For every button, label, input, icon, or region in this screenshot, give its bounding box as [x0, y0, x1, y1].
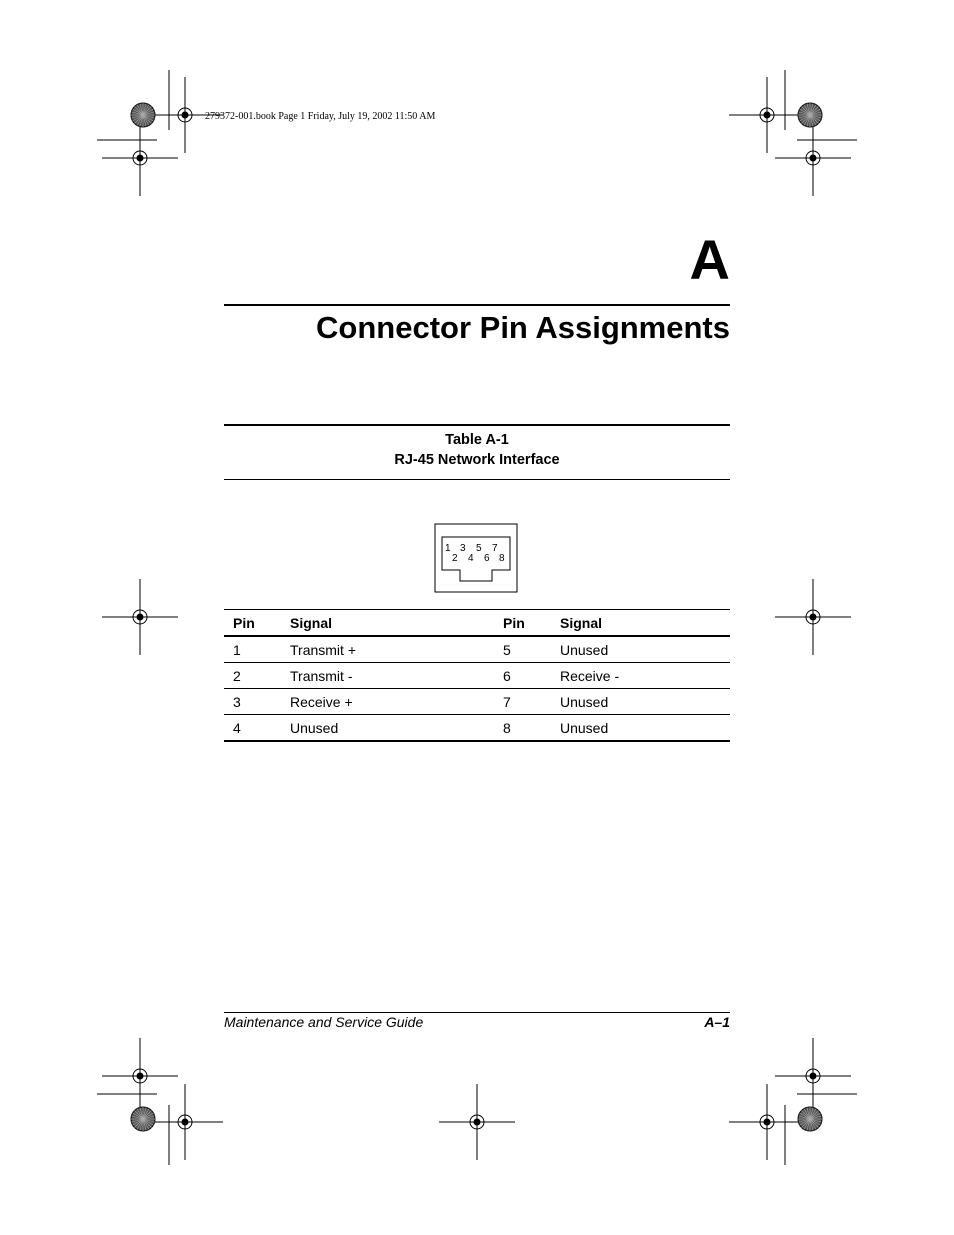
header-slug: 279372-001.book Page 1 Friday, July 19, 2002 11:50 AM [205, 111, 436, 122]
jack-pin-3: 3 [460, 543, 466, 554]
signal-cell: Unused [551, 715, 730, 742]
jack-pin-2: 2 [452, 553, 458, 564]
registration-mark-part [182, 112, 188, 118]
signal-cell: Receive - [551, 663, 730, 689]
jack-pin-8: 8 [499, 553, 505, 564]
table-caption-number: Table A-1 [445, 432, 509, 448]
signal-cell: Receive + [281, 689, 494, 715]
chapter-title: Connector Pin Assignments [316, 310, 730, 345]
table-caption-bottom-rule [224, 479, 730, 480]
registration-mark-part [137, 155, 143, 161]
header-pin-1: Pin [224, 610, 281, 637]
pin-cell: 3 [224, 689, 281, 715]
registration-mark-part [137, 1073, 143, 1079]
footer-rule [224, 1012, 730, 1013]
jack-pin-4: 4 [468, 553, 474, 564]
table-row [224, 715, 730, 742]
pin-cell: 1 [224, 636, 281, 663]
table-caption-title: RJ-45 Network Interface [394, 452, 560, 468]
signal-cell: Unused [551, 689, 730, 715]
footer-page-number: A–1 [704, 1014, 730, 1030]
pin-cell: 7 [494, 689, 551, 715]
table-caption-top-rule [224, 424, 730, 426]
registration-mark-part [764, 112, 770, 118]
pin-assignment-table [224, 609, 730, 742]
footer-guide-title: Maintenance and Service Guide [224, 1014, 424, 1030]
table-header-row [224, 610, 730, 637]
registration-mark-part [137, 614, 143, 620]
table-row [224, 663, 730, 689]
header-signal-2: Signal [551, 610, 730, 637]
jack-pin-6: 6 [484, 553, 490, 564]
registration-mark-part [764, 1119, 770, 1125]
signal-cell: Unused [281, 715, 494, 742]
registration-mark-part [810, 1073, 816, 1079]
signal-cell: Transmit - [281, 663, 494, 689]
registration-mark-part [182, 1119, 188, 1125]
signal-cell: Unused [551, 636, 730, 663]
registration-mark-part [810, 155, 816, 161]
registration-mark-part [474, 1119, 480, 1125]
pin-cell: 8 [494, 715, 551, 742]
pin-cell: 5 [494, 636, 551, 663]
jack-pin-7: 7 [492, 543, 498, 554]
header-signal-1: Signal [281, 610, 494, 637]
rj45-jack-diagram [434, 523, 518, 593]
pin-cell: 4 [224, 715, 281, 742]
jack-pin-5: 5 [476, 543, 482, 554]
jack-pin-1: 1 [445, 543, 451, 554]
header-pin-2: Pin [494, 610, 551, 637]
chapter-letter: A [689, 228, 730, 291]
chapter-rule [224, 304, 730, 306]
table-row [224, 636, 730, 663]
pin-cell: 6 [494, 663, 551, 689]
pin-cell: 2 [224, 663, 281, 689]
registration-mark-part [810, 614, 816, 620]
table-row [224, 689, 730, 715]
signal-cell: Transmit + [281, 636, 494, 663]
